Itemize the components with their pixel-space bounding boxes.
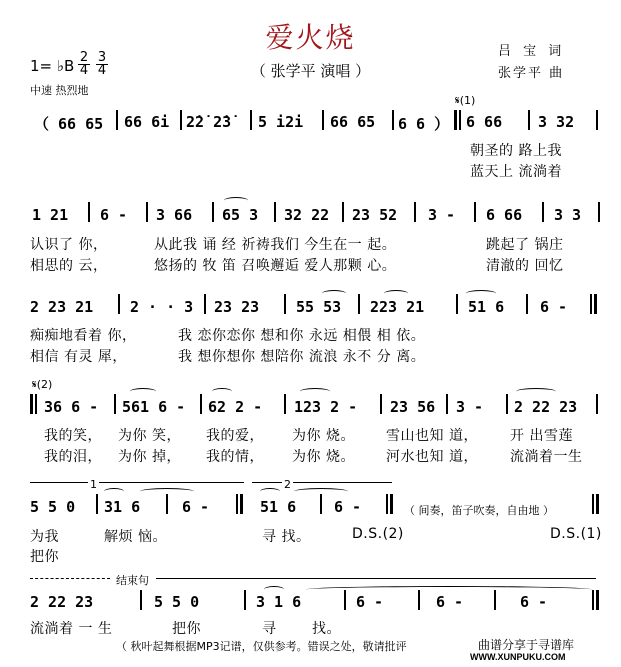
barline: [456, 294, 458, 314]
measure: 223 21: [370, 298, 425, 316]
barline: [166, 494, 168, 514]
barline: [204, 294, 206, 314]
measure: 2̇2̇ 2̇3̇: [186, 113, 232, 131]
lyric-verse1: 解烦 恼。: [104, 529, 167, 545]
measure: 561 6 -: [122, 398, 186, 416]
lyric-verse2: 流淌着一生: [510, 449, 583, 465]
final-barline: [592, 590, 594, 610]
measure: 6 -: [100, 206, 128, 224]
slur: [322, 290, 346, 297]
slur: [260, 488, 280, 495]
final-barline: [596, 590, 599, 610]
time-signature-2: $\frac{3}{4}$: [97, 50, 107, 78]
barline: [200, 394, 202, 414]
barline: [506, 394, 508, 414]
volta-1-bracket: [30, 482, 244, 483]
barline: [342, 202, 344, 222]
lyric-verse1: 为你 烧。: [292, 428, 355, 444]
ending-bracket: [30, 578, 110, 579]
lyric-verse2: 我的情，: [206, 449, 264, 465]
measure: 51 6: [260, 498, 297, 516]
tempo-marking: 中速 热烈地: [30, 84, 89, 97]
measure: 36 6 -: [44, 398, 99, 416]
measure: 3 32: [538, 113, 575, 131]
repeat-start-barline: [35, 394, 37, 414]
measure: 2 22 23: [514, 398, 578, 416]
segno-2: 𝄋(2): [32, 378, 53, 391]
lyric-verse2: 为你 烧。: [292, 449, 355, 465]
slur: [224, 197, 248, 204]
measure: 65 3: [222, 206, 259, 224]
lyric-verse2: 河水也知 道，: [386, 449, 478, 465]
ending-bracket: [156, 578, 596, 579]
time-signature-1: $\frac{2}{4}$: [79, 50, 89, 78]
lyric-verse1: 我的爱，: [206, 428, 264, 444]
lyric-verse1: 开 出雪莲: [510, 428, 573, 444]
repeat-end-barline: [240, 494, 243, 514]
measure: 5 5 0: [30, 498, 76, 516]
lyric-verse1: 认识了 你，: [30, 237, 108, 253]
measure: 3 3: [554, 206, 582, 224]
measure: 6 -: [182, 498, 210, 516]
lyric-verse2: 相信 有灵 犀，: [30, 349, 127, 365]
barline: [414, 202, 416, 222]
slur: [384, 290, 408, 297]
lyric-verse1: 我 恋你恋你 想和你 永远 相偎 相 依。: [178, 328, 426, 344]
measure: 6 -: [540, 298, 568, 316]
measure: 6 -: [436, 593, 464, 611]
measure: 2 22 23: [30, 593, 94, 611]
measure: 51 6: [468, 298, 505, 316]
barline: [380, 394, 382, 414]
lyric-verse2: 我的泪，: [44, 449, 102, 465]
barline: [598, 202, 600, 222]
measure: 6 66: [466, 113, 503, 131]
lyric-verse1: 寻: [262, 621, 277, 637]
measure: 5 5 0: [154, 593, 200, 611]
lyric-verse1: 为你 笑，: [118, 428, 181, 444]
slur: [300, 388, 330, 395]
lyric-verse1: 雪山也知 道，: [386, 428, 478, 444]
measure: 6 6 ）: [398, 115, 450, 133]
barline: [358, 294, 360, 314]
lyric-verse1: 我的笑，: [44, 428, 102, 444]
barline: [146, 202, 148, 222]
measure: 2 23 21: [30, 298, 94, 316]
lyricist-credit: 吕 宝 词: [498, 44, 566, 59]
measure: 3 66: [156, 206, 193, 224]
slur: [104, 488, 124, 495]
transcriber-note: （ 秋叶起舞根据MP3记谱，仅供参考。错误之处，敬请批评: [116, 640, 407, 653]
slur: [306, 586, 592, 593]
repeat-start-barline: [459, 110, 461, 130]
slur: [466, 290, 496, 297]
lyric-verse2: 把你: [30, 549, 59, 565]
barline: [446, 394, 448, 414]
repeat-end-barline: [590, 294, 592, 314]
volta-2-number: 2: [284, 478, 291, 491]
lyric-verse1: 为我: [30, 529, 59, 545]
measure: 23 56: [390, 398, 436, 416]
lyric-verse1: 痴痴地看着 你，: [30, 328, 137, 344]
measure: 55 53: [296, 298, 342, 316]
key-signature: 1= ♭B: [30, 57, 75, 75]
measure: 1 21: [32, 206, 69, 224]
lyric-verse1: 寻 找。: [262, 529, 311, 545]
measure: 5 i2i: [258, 113, 304, 131]
song-title: 爱火烧: [265, 21, 356, 54]
repeat-end-barline: [236, 494, 238, 514]
barline: [284, 294, 286, 314]
barline: [344, 590, 346, 610]
measure: 123 2 -: [294, 398, 358, 416]
measure: 3 -: [428, 206, 456, 224]
lyric-verse2: 蓝天上 流淌着: [470, 164, 562, 180]
barline: [322, 110, 324, 130]
measure: 23 52: [352, 206, 398, 224]
barline: [392, 110, 394, 130]
measure: 6 -: [356, 593, 384, 611]
measure: 2 · · 3: [130, 298, 194, 316]
repeat-start-barline: [454, 110, 457, 130]
composer-credit: 张学平 曲: [498, 66, 565, 81]
barline: [596, 110, 598, 130]
measure: （ 66 65: [34, 115, 104, 133]
lyric-verse1: 跳起了 锅庄: [486, 237, 564, 253]
barline: [212, 202, 214, 222]
lyric-verse1: 朝圣的 路上我: [470, 143, 562, 159]
measure: 6 -: [520, 593, 548, 611]
barline: [250, 110, 252, 130]
slur: [264, 586, 284, 593]
lyric-verse1: 找。: [312, 621, 341, 637]
measure: 6 -: [334, 498, 362, 516]
lyric-verse2: 悠扬的 牧 笛 召唤邂逅 爱人那颗 心。: [154, 258, 397, 274]
interlude-note: （ 间奏，笛子吹奏，自由地 ）: [404, 504, 554, 517]
site-url[interactable]: WWW.XUNPUKU.COM: [470, 652, 566, 662]
measure: 3 -: [456, 398, 484, 416]
barline: [96, 494, 98, 514]
slur: [212, 388, 232, 395]
barline: [88, 202, 90, 222]
singer-credit: （ 张学平 演唱 ）: [250, 62, 371, 80]
barline: [116, 110, 118, 130]
final-barline: [596, 494, 599, 514]
barline: [596, 394, 598, 414]
repeat-end-barline: [594, 294, 597, 314]
dal-segno-2: D.S.(2): [352, 526, 404, 542]
lyric-verse1: 从此我 诵 经 祈祷我们 今生在一 起。: [154, 237, 397, 253]
lyric-verse2: 我 想你想你 想陪你 流浪 永不 分 离。: [178, 349, 426, 365]
measure: 32 22: [284, 206, 330, 224]
segno-1: 𝄋(1): [455, 94, 476, 107]
volta-2-bracket: [252, 482, 392, 483]
ending-label: 结束句: [116, 574, 149, 587]
repeat-end-barline: [390, 494, 393, 514]
barline: [118, 294, 120, 314]
barline: [320, 494, 322, 514]
slur: [130, 388, 156, 395]
barline: [418, 590, 420, 610]
site-name: 曲谱分享于寻谱库: [478, 638, 575, 652]
barline: [284, 394, 286, 414]
barline: [244, 590, 246, 610]
measure: 31 6: [104, 498, 141, 516]
barline: [474, 202, 476, 222]
lyric-verse2: 清澈的 回忆: [486, 258, 564, 274]
measure: 66 65: [330, 113, 376, 131]
dal-segno-1: D.S.(1): [550, 526, 602, 542]
barline: [528, 110, 530, 130]
slur: [516, 388, 556, 395]
final-barline: [592, 494, 594, 514]
measure: 3 1 6: [256, 593, 302, 611]
barline: [542, 202, 544, 222]
volta-1-number: 1: [90, 478, 97, 491]
barline: [274, 202, 276, 222]
repeat-end-barline: [386, 494, 388, 514]
barline: [494, 590, 496, 610]
measure: 66 6i: [124, 113, 170, 131]
repeat-start-barline: [30, 394, 33, 414]
measure: 23 23: [214, 298, 260, 316]
barline: [180, 110, 182, 130]
lyric-verse2: 相思的 云，: [30, 258, 108, 274]
lyric-verse2: 为你 掉，: [118, 449, 181, 465]
lyric-verse1: 流淌着 一 生: [30, 621, 113, 637]
lyric-verse1: 把你: [172, 621, 201, 637]
barline: [140, 590, 142, 610]
measure: 62 2 -: [208, 398, 263, 416]
barline: [526, 294, 528, 314]
barline: [114, 394, 116, 414]
measure: 6 66: [486, 206, 523, 224]
